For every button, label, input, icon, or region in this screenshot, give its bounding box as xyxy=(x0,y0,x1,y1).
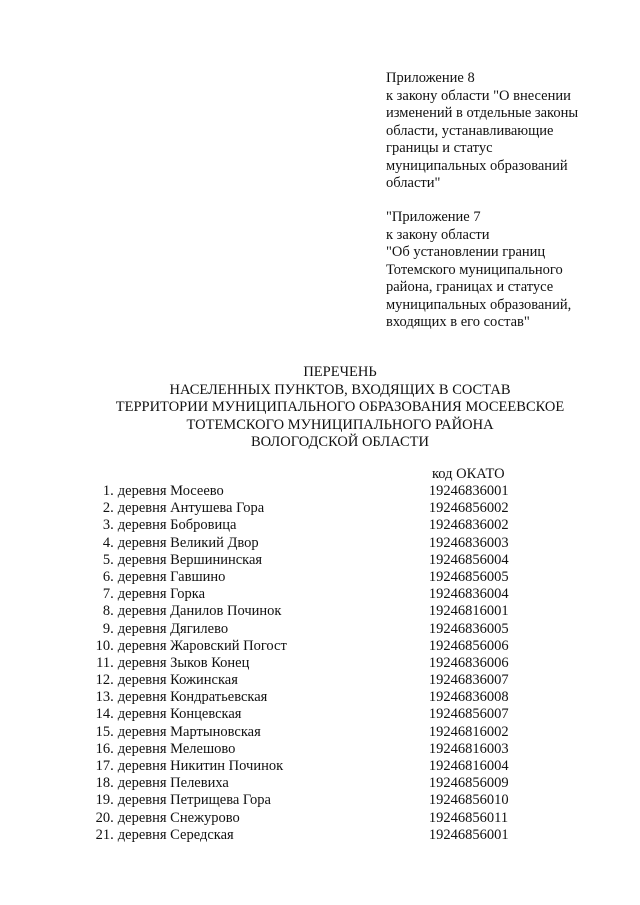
list-item xyxy=(88,586,528,603)
settlement-name: деревня Гавшино xyxy=(117,568,226,585)
settlement-name: деревня Снежурово xyxy=(117,809,240,826)
row-number: 20. xyxy=(95,809,114,826)
settlement-name: деревня Зыков Конец xyxy=(117,654,250,671)
settlement-name: деревня Петрищева Гора xyxy=(117,792,271,809)
settlement-list xyxy=(88,483,528,844)
list-item xyxy=(88,741,528,758)
settlement-name: деревня Никитин Починок xyxy=(117,758,284,774)
appendix-7-line: "Об установлении границ xyxy=(386,244,546,260)
settlement-name: деревня Мосеево xyxy=(117,483,224,499)
list-item xyxy=(88,638,528,655)
okato-code: 19246856007 xyxy=(428,706,509,723)
okato-code: 19246836006 xyxy=(428,654,509,671)
list-item xyxy=(88,655,528,672)
list-item xyxy=(88,517,528,534)
appendix-8-header xyxy=(386,70,578,193)
list-item xyxy=(88,483,528,500)
appendix-7-line: муниципальных образований, xyxy=(386,296,572,313)
title-line: ТОТЕМСКОГО МУНИЦИПАЛЬНОГО РАЙОНА xyxy=(186,416,494,433)
settlement-name: деревня Кожинская xyxy=(117,672,238,689)
row-number: 14. xyxy=(95,706,114,723)
settlement-name: деревня Бобровица xyxy=(117,517,237,534)
row-number: 2. xyxy=(102,500,114,517)
row-number: 7. xyxy=(102,586,114,603)
okato-code: 19246836001 xyxy=(428,483,509,499)
row-number: 3. xyxy=(102,517,114,534)
list-item xyxy=(88,552,528,569)
okato-code: 19246856005 xyxy=(428,568,509,585)
row-number: 11. xyxy=(96,654,114,671)
list-item xyxy=(88,706,528,723)
row-number: 15. xyxy=(95,723,114,740)
row-number: 5. xyxy=(102,551,114,568)
list-item xyxy=(88,810,528,827)
row-number: 19. xyxy=(95,792,114,809)
settlement-name: деревня Жаровский Погост xyxy=(117,637,287,654)
okato-code: 19246816004 xyxy=(428,758,509,774)
appendix-7-line: входящих в его состав" xyxy=(386,314,530,330)
list-item xyxy=(88,500,528,517)
settlement-name: деревня Дягилево xyxy=(117,620,229,637)
appendix-7-line: "Приложение 7 xyxy=(386,209,481,225)
appendix-7-line: района, границах и статусе xyxy=(386,279,554,295)
row-number: 21. xyxy=(95,826,114,843)
settlement-name: деревня Кондратьевская xyxy=(117,689,268,706)
settlement-name: деревня Данилов Починок xyxy=(117,603,282,620)
settlement-name: деревня Мартыновская xyxy=(117,723,261,740)
appendix-8-line: Приложение 8 xyxy=(386,70,475,86)
settlement-name: деревня Пелевиха xyxy=(117,775,229,792)
settlement-name: деревня Антушева Гора xyxy=(117,500,265,517)
okato-code: 19246836004 xyxy=(428,586,509,603)
settlement-name: деревня Концевская xyxy=(117,706,242,723)
row-number: 8. xyxy=(102,603,114,620)
row-number: 17. xyxy=(95,758,114,774)
okato-code: 19246836003 xyxy=(428,534,509,551)
appendix-8-line: области, устанавливающие xyxy=(386,122,554,139)
document-title xyxy=(70,364,610,452)
row-number: 6. xyxy=(102,568,114,585)
okato-code: 19246836007 xyxy=(428,672,509,689)
row-number: 18. xyxy=(95,775,114,792)
okato-code: 19246836005 xyxy=(428,620,509,637)
title-line: НАСЕЛЕННЫХ ПУНКТОВ, ВХОДЯЩИХ В СОСТАВ xyxy=(169,381,511,398)
list-item xyxy=(88,672,528,689)
appendix-7-line: Тотемского муниципального xyxy=(386,261,563,278)
okato-code: 19246816003 xyxy=(428,740,509,757)
list-item xyxy=(88,689,528,706)
okato-code: 19246856004 xyxy=(428,551,509,568)
list-item xyxy=(88,603,528,620)
settlement-name: деревня Горка xyxy=(117,586,206,603)
appendix-8-line: к закону области "О внесении xyxy=(386,87,571,104)
row-number: 13. xyxy=(95,689,114,706)
row-number: 1. xyxy=(102,483,114,499)
okato-code: 19246836008 xyxy=(428,689,509,706)
list-item xyxy=(88,792,528,809)
okato-code: 19246856006 xyxy=(428,637,509,654)
okato-code: 19246856001 xyxy=(428,826,509,843)
list-item xyxy=(88,758,528,775)
row-number: 12. xyxy=(95,672,114,689)
list-item xyxy=(88,827,528,844)
okato-column-header: код ОКАТО xyxy=(432,466,505,482)
okato-code: 19246856009 xyxy=(428,775,509,792)
appendix-8-line: области" xyxy=(386,175,441,191)
row-number: 9. xyxy=(102,620,114,637)
title-line: ТЕРРИТОРИИ МУНИЦИПАЛЬНОГО ОБРАЗОВАНИЯ МОСЕЕВСКОЕ xyxy=(115,399,565,415)
title-line: ВОЛОГОДСКОЙ ОБЛАСТИ xyxy=(251,434,429,450)
row-number: 10. xyxy=(95,637,114,654)
okato-code: 19246856002 xyxy=(428,500,509,517)
list-item xyxy=(88,621,528,638)
okato-code: 19246816001 xyxy=(428,603,509,620)
list-item xyxy=(88,724,528,741)
settlement-name: деревня Середская xyxy=(117,826,234,843)
settlement-name: деревня Мелешово xyxy=(117,740,236,757)
settlement-name: деревня Великий Двор xyxy=(117,534,259,551)
settlement-name: деревня Вершининская xyxy=(117,551,263,568)
okato-code: 19246856010 xyxy=(428,792,509,809)
okato-code: 19246836002 xyxy=(428,517,509,534)
appendix-8-line: муниципальных образований xyxy=(386,157,568,174)
list-item xyxy=(88,569,528,586)
okato-code: 19246816002 xyxy=(428,723,509,740)
appendix-7-header xyxy=(386,209,571,332)
okato-code: 19246856011 xyxy=(428,809,509,826)
row-number: 16. xyxy=(95,740,114,757)
list-item xyxy=(88,775,528,792)
row-number: 4. xyxy=(102,534,114,551)
list-item xyxy=(88,535,528,552)
appendix-8-line: изменений в отдельные законы xyxy=(386,105,579,121)
title-line: ПЕРЕЧЕНЬ xyxy=(303,364,377,380)
appendix-7-line: к закону области xyxy=(386,226,490,243)
appendix-8-line: границы и статус xyxy=(386,140,493,156)
